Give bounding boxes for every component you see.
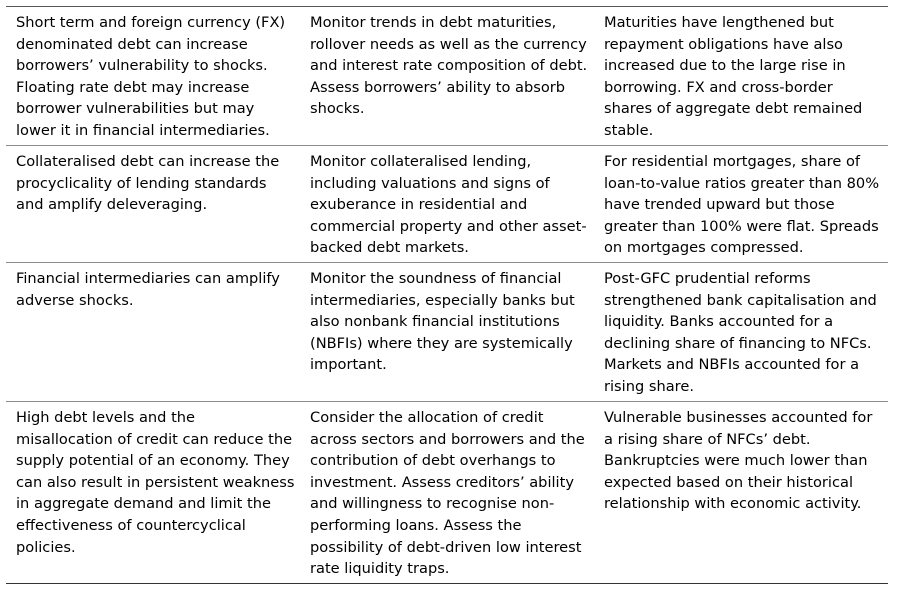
evidence-cell: Vulnerable businesses accounted for a rising share of NFCs’ debt. Bankruptcies were much lower than expected based on their historical relationship with economic activity. bbox=[594, 402, 888, 584]
risk-cell: Short term and foreign currency (FX) denominated debt can increase borrowers’ vulnerability to shocks. Floating rate debt may increase borrower vulnerabilities but may lower it in financial intermediaries. bbox=[6, 7, 300, 146]
table-row bbox=[6, 146, 888, 263]
risk-cell: Financial intermediaries can amplify adverse shocks. bbox=[6, 263, 300, 402]
table-row bbox=[6, 263, 888, 402]
debt-vulnerabilities-table bbox=[6, 6, 888, 584]
policy-cell: Monitor collateralised lending, including valuations and signs of exuberance in residential and commercial property and other asset- backed debt markets. bbox=[300, 146, 594, 263]
policy-cell: Consider the allocation of credit across sectors and borrowers and the contribution of debt overhangs to investment. Assess creditors’ ability and willingness to recognise non- performing loans. Assess the possibility of debt-driven low interest rate liquidity traps. bbox=[300, 402, 594, 584]
evidence-cell: Post-GFC prudential reforms strengthened bank capitalisation and liquidity. Banks accounted for a declining share of financing to NFCs. Markets and NBFIs accounted for a rising share. bbox=[594, 263, 888, 402]
table-row bbox=[6, 7, 888, 146]
evidence-cell: Maturities have lengthened but repayment obligations have also increased due to the large rise in borrowing. FX and cross-border shares of aggregate debt remained stable. bbox=[594, 7, 888, 146]
policy-cell: Monitor trends in debt maturities, rollover needs as well as the currency and interest rate composition of debt. Assess borrowers’ ability to absorb shocks. bbox=[300, 7, 594, 146]
table-row bbox=[6, 402, 888, 584]
policy-cell: Monitor the soundness of financial intermediaries, especially banks but also nonbank financial institutions (NBFIs) where they are systemically important. bbox=[300, 263, 594, 402]
evidence-cell: For residential mortgages, share of loan-to-value ratios greater than 80% have trended upward but those greater than 100% were flat. Spreads on mortgages compressed. bbox=[594, 146, 888, 263]
risk-cell: Collateralised debt can increase the procyclicality of lending standards and amplify deleveraging. bbox=[6, 146, 300, 263]
risk-cell: High debt levels and the misallocation of credit can reduce the supply potential of an economy. They can also result in persistent weakness in aggregate demand and limit the effectiveness of countercyclical policies. bbox=[6, 402, 300, 584]
